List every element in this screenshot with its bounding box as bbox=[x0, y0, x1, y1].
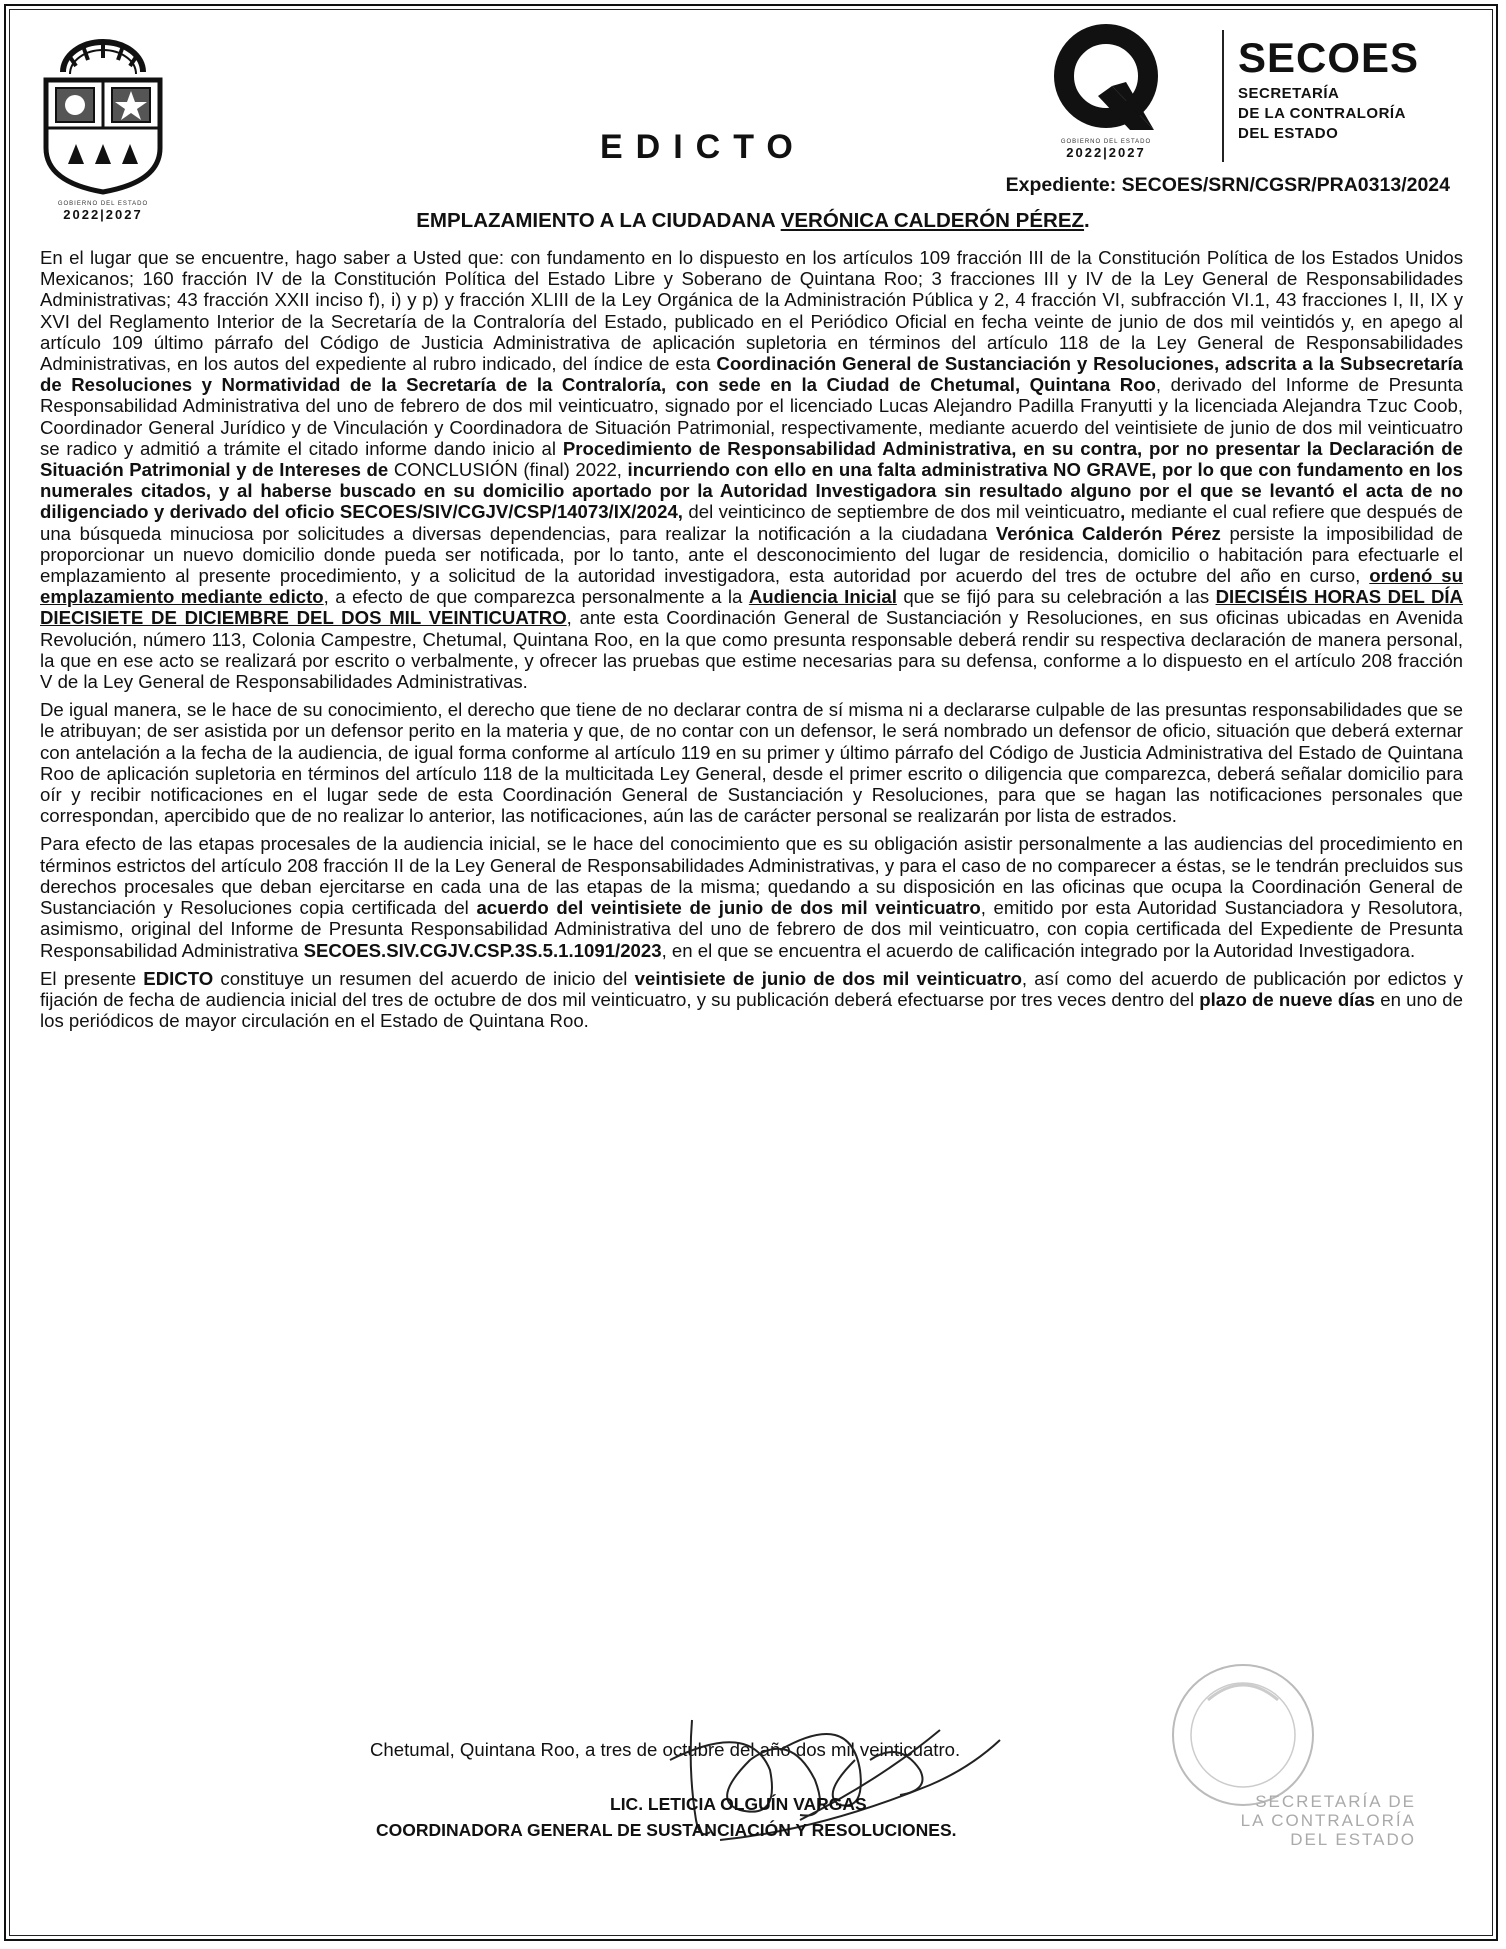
text-run: En el lugar que se encuentre, hago saber a Usted que: con fundamento en lo dispuesto en los artículos 109 fracción III de la Constitución Política de los Estados Unidos Mexicanos; 160 fracción IV de la Constitución Política del Estado Libre y Soberano de Quintana Roo; 3 fracciones III y IV de la Ley General de Responsabilidades Administrativas; 43 fracción XXII inciso f), i) y p) y fracción XLIII de la Ley Orgánica de la Administración Pública y 2, 4 fracción VI, subfracción VI.1, 43 fracciones I, II, IX y XVI del Reglamento Interior de la Secretaría de la Contraloría del Estado, publicado en el Periódico Oficial en fecha veinte de junio de dos mil veintidós y, en apego al artículo 109 último párrafo del Código de Justicia Administrativa de aplicación supletoria en términos del artículo 118 de la Ley General de Responsabilidades Administrativas, en los autos del expediente al rubro indicado, del índice de esta bbox=[40, 247, 1463, 375]
text-run: en uno de los periódicos de mayor circulación en el Estado de Quintana Roo. bbox=[40, 988, 1463, 1032]
text-run: , así como del acuerdo de publicación por edictos y fijación de fecha de audiencia inicial del tres de octubre de dos mil veinticuatro, y su publicación deberá efectuarse por tres veces dentro del bbox=[40, 967, 1463, 1010]
paragraph-2: De igual manera, se le hace de su conocimiento, el derecho que tiene de no declarar contra de sí misma ni a declararse culpable de las presuntas responsabilidades que se le atribuyan; de ser asistida por un defensor perito en la materia y que, de no contar con un defensor, le será nombrado un defensor de oficio, situación que deberá externar con antelación a la fecha de la audiencia, de igual forma conforme al artículo 119 en su primer y último párrafo del Código de Justicia Administrativa del Estado de Quintana Roo de aplicación supletoria en términos del artículo 118 de la multicitada Ley General, desde el primer escrito o diligencia que comparezca, deberá señalar domicilio para oír y recibir notificaciones en el lugar sede de esta Coordinación General de Sustanciación y Resoluciones, para que se hagan las notificaciones personales que correspondan, apercibido que de no realizar lo anterior, las notificaciones, aún las de carácter personal se realizarán por lista de estrados. bbox=[40, 699, 1463, 827]
secoes-subtitle bbox=[1238, 84, 1406, 144]
q-logo-caption: GOBIERNO DEL ESTADO bbox=[1060, 139, 1152, 145]
bold-run: Procedimiento de Responsabilidad Administrativa, en su contra, por no presentar la Declaración de Situación Patrimonial y de Intereses de bbox=[40, 437, 1464, 481]
bold-run: acuerdo del veintisiete de junio de dos mil veinticuatro bbox=[476, 897, 981, 919]
signer-name: LIC. LETICIA OLGUÍN VARGAS bbox=[610, 1794, 867, 1814]
bold-underline-run: Audiencia Inicial bbox=[748, 586, 897, 608]
emplazamiento-heading bbox=[30, 209, 1476, 233]
text-run: Para efecto de las etapas procesales de la audiencia inicial, se le hace del conocimiento que es su obligación asistir personalmente a las audiencias del procedimiento en términos estrictos del artículo 208 fracción II de la Ley General de Responsabilidades Administrativas, y para el caso de no comparecer a éstas, se le tendrán precluidos sus derechos procesales que deban ejercitarse en cada una de las etapas de la misma; quedando a su disposición en las oficinas que ocupa la Coordinación General de Sustanciación y Resoluciones copia certificada del bbox=[40, 833, 1463, 919]
bold-run: plazo de nueve días bbox=[1199, 988, 1376, 1010]
text-run: , a efecto de que comparezca personalmente a la bbox=[323, 586, 749, 608]
secoes-name: SECOES bbox=[1238, 34, 1420, 81]
text-run: persiste la imposibilidad de proporcionar un nuevo domicilio donde pueda ser notificada, por lo tanto, ante el desconocimiento del lugar de residencia, domicilio o habitación para efectuarle el emplazamiento al presente procedimiento, y a solicitud de la autoridad investigadora, esta autoridad por acuerdo del tres de octubre del año en curso, bbox=[40, 522, 1463, 587]
text-run: , derivado del Informe de Presunta Responsabilidad Administrativa del uno de febrero de dos mil veinticuatro, signado por el licenciado Lucas Alejandro Padilla Franyutti y la licenciada Alejandra Tzuc Coob, Coordinador General Jurídico y de Vinculación y Coordinadora de Situación Patrimonial, respectivamente, mediante acuerdo del veintisiete de junio de dos mil veinticuatro se radico y admitió a trámite el citado informe dando inicio al bbox=[40, 374, 1463, 459]
expediente-number: Expediente: SECOES/SRN/CGSR/PRA0313/2024 bbox=[1005, 174, 1450, 196]
logo-separator bbox=[1222, 30, 1224, 162]
paragraph-4 bbox=[40, 968, 1463, 1032]
document-title: EDICTO bbox=[600, 128, 806, 166]
text-run: , en el que se encuentra el acuerdo de calificación integrado por la Autoridad Investigadora. bbox=[661, 939, 1416, 961]
stamp-line-3: DEL ESTADO bbox=[1290, 1830, 1416, 1849]
text-run: , emitido por esta Autoridad Sustanciadora y Resolutora, asimismo, original del Informe de Presunta Responsabilidad Administrativa del uno de febrero de dos mil veinticuatro, con copia certificada del Expediente de Presunta Responsabilidad Administrativa bbox=[40, 897, 1463, 961]
bold-run: incurriendo con ello en una falta administrativa NO GRAVE, por lo que con fundamento en los numerales citados, y al haberse buscado en su domicilio aportado por la Autoridad Investigadora sin resultado alguno por el que se levantó el acta de no diligenciado y derivado del oficio SECOES/SIV/CGJV/CSP/14073/IX/2024, bbox=[40, 459, 1463, 523]
q-logo-years: 2022|2027 bbox=[1066, 145, 1146, 160]
secoes-line-2: DE LA CONTRALORÍA bbox=[1238, 105, 1406, 122]
seal-icon bbox=[1168, 1660, 1318, 1810]
secoes-line-1: SECRETARÍA bbox=[1238, 85, 1340, 102]
bold-run: Verónica Calderón Pérez bbox=[995, 522, 1221, 544]
bold-underline-run: ordenó su emplazamiento mediante edicto bbox=[40, 565, 1463, 608]
bold-run: SECOES.SIV.CGJV.CSP.3S.5.1.1091/2023 bbox=[303, 939, 662, 961]
official-seal bbox=[1168, 1660, 1318, 1810]
text-run: CONCLUSIÓN (final) 2022, bbox=[388, 459, 628, 481]
emplazamiento-prefix: EMPLAZAMIENTO A LA CIUDADANA bbox=[416, 209, 775, 232]
q-logo-icon bbox=[1042, 22, 1170, 134]
seal-stamp-text bbox=[1200, 1792, 1416, 1849]
bold-run: EDICTO bbox=[143, 967, 214, 989]
emplazamiento-suffix: . bbox=[1084, 209, 1090, 232]
bold-run: Coordinación General de Sustanciación y Resoluciones, adscrita a la Subsecretaría de Resoluciones y Normatividad de la Secretaría de la Contraloría, con sede en la Ciudad de Chetumal, Quintana Roo bbox=[40, 353, 1463, 396]
q-logo bbox=[1042, 22, 1170, 170]
secoes-line-3: DEL ESTADO bbox=[1238, 125, 1339, 142]
stamp-line-1: SECRETARÍA DE bbox=[1255, 1792, 1416, 1811]
edict-body bbox=[40, 247, 1463, 1038]
stamp-line-2: LA CONTRALORÍA bbox=[1240, 1811, 1416, 1830]
bold-run: , bbox=[1120, 501, 1126, 523]
text-run: del veinticinco de septiembre de dos mil veinticuatro bbox=[682, 501, 1121, 523]
coat-of-arms-logo bbox=[38, 36, 168, 226]
text-run: que se fijó para su celebración a las bbox=[896, 586, 1216, 608]
bold-underline-run: DIECISÉIS HORAS DEL DÍA DIECISIETE DE DICIEMBRE DEL DOS MIL VEINTICUATRO bbox=[40, 586, 1463, 629]
coat-of-arms-icon bbox=[38, 36, 168, 196]
text-run: El presente bbox=[40, 967, 144, 989]
text-run: constituye un resumen del acuerdo de inicio del bbox=[213, 967, 635, 989]
signer-title: COORDINADORA GENERAL DE SUSTANCIACIÓN Y RESOLUCIONES. bbox=[376, 1820, 957, 1840]
gov-caption: GOBIERNO DEL ESTADO bbox=[57, 201, 149, 207]
paragraph-1 bbox=[40, 247, 1463, 692]
text-run: , ante esta Coordinación General de Sustanciación y Resoluciones, en sus oficinas ubicadas en Avenida Revolución, número 113, Colonia Campestre, Chetumal, Quintana Roo, en la que como presunta responsable deberá rendir su respectiva declaración de manera personal, la que en ese acto se realizará por escrito o verbalmente, y ofrecer las pruebas que estime necesarias para su defensa, conforme a lo dispuesto en el artículo 208 fracción V de la Ley General de Responsabilidades Administrativas. bbox=[40, 607, 1463, 693]
gov-years: 2022|2027 bbox=[63, 207, 143, 222]
place-and-date: Chetumal, Quintana Roo, a tres de octubre del año dos mil veinticuatro. bbox=[370, 1739, 961, 1760]
bold-run: veintisiete de junio de dos mil veinticuatro bbox=[634, 967, 1022, 989]
citizen-name: VERÓNICA CALDERÓN PÉREZ bbox=[780, 209, 1085, 232]
paragraph-3 bbox=[40, 833, 1463, 960]
text-run: mediante el cual refiere que después de una búsqueda minuciosa por solicitudes a diversas dependencias, para realizar la notificación a la ciudadana bbox=[40, 501, 1463, 544]
